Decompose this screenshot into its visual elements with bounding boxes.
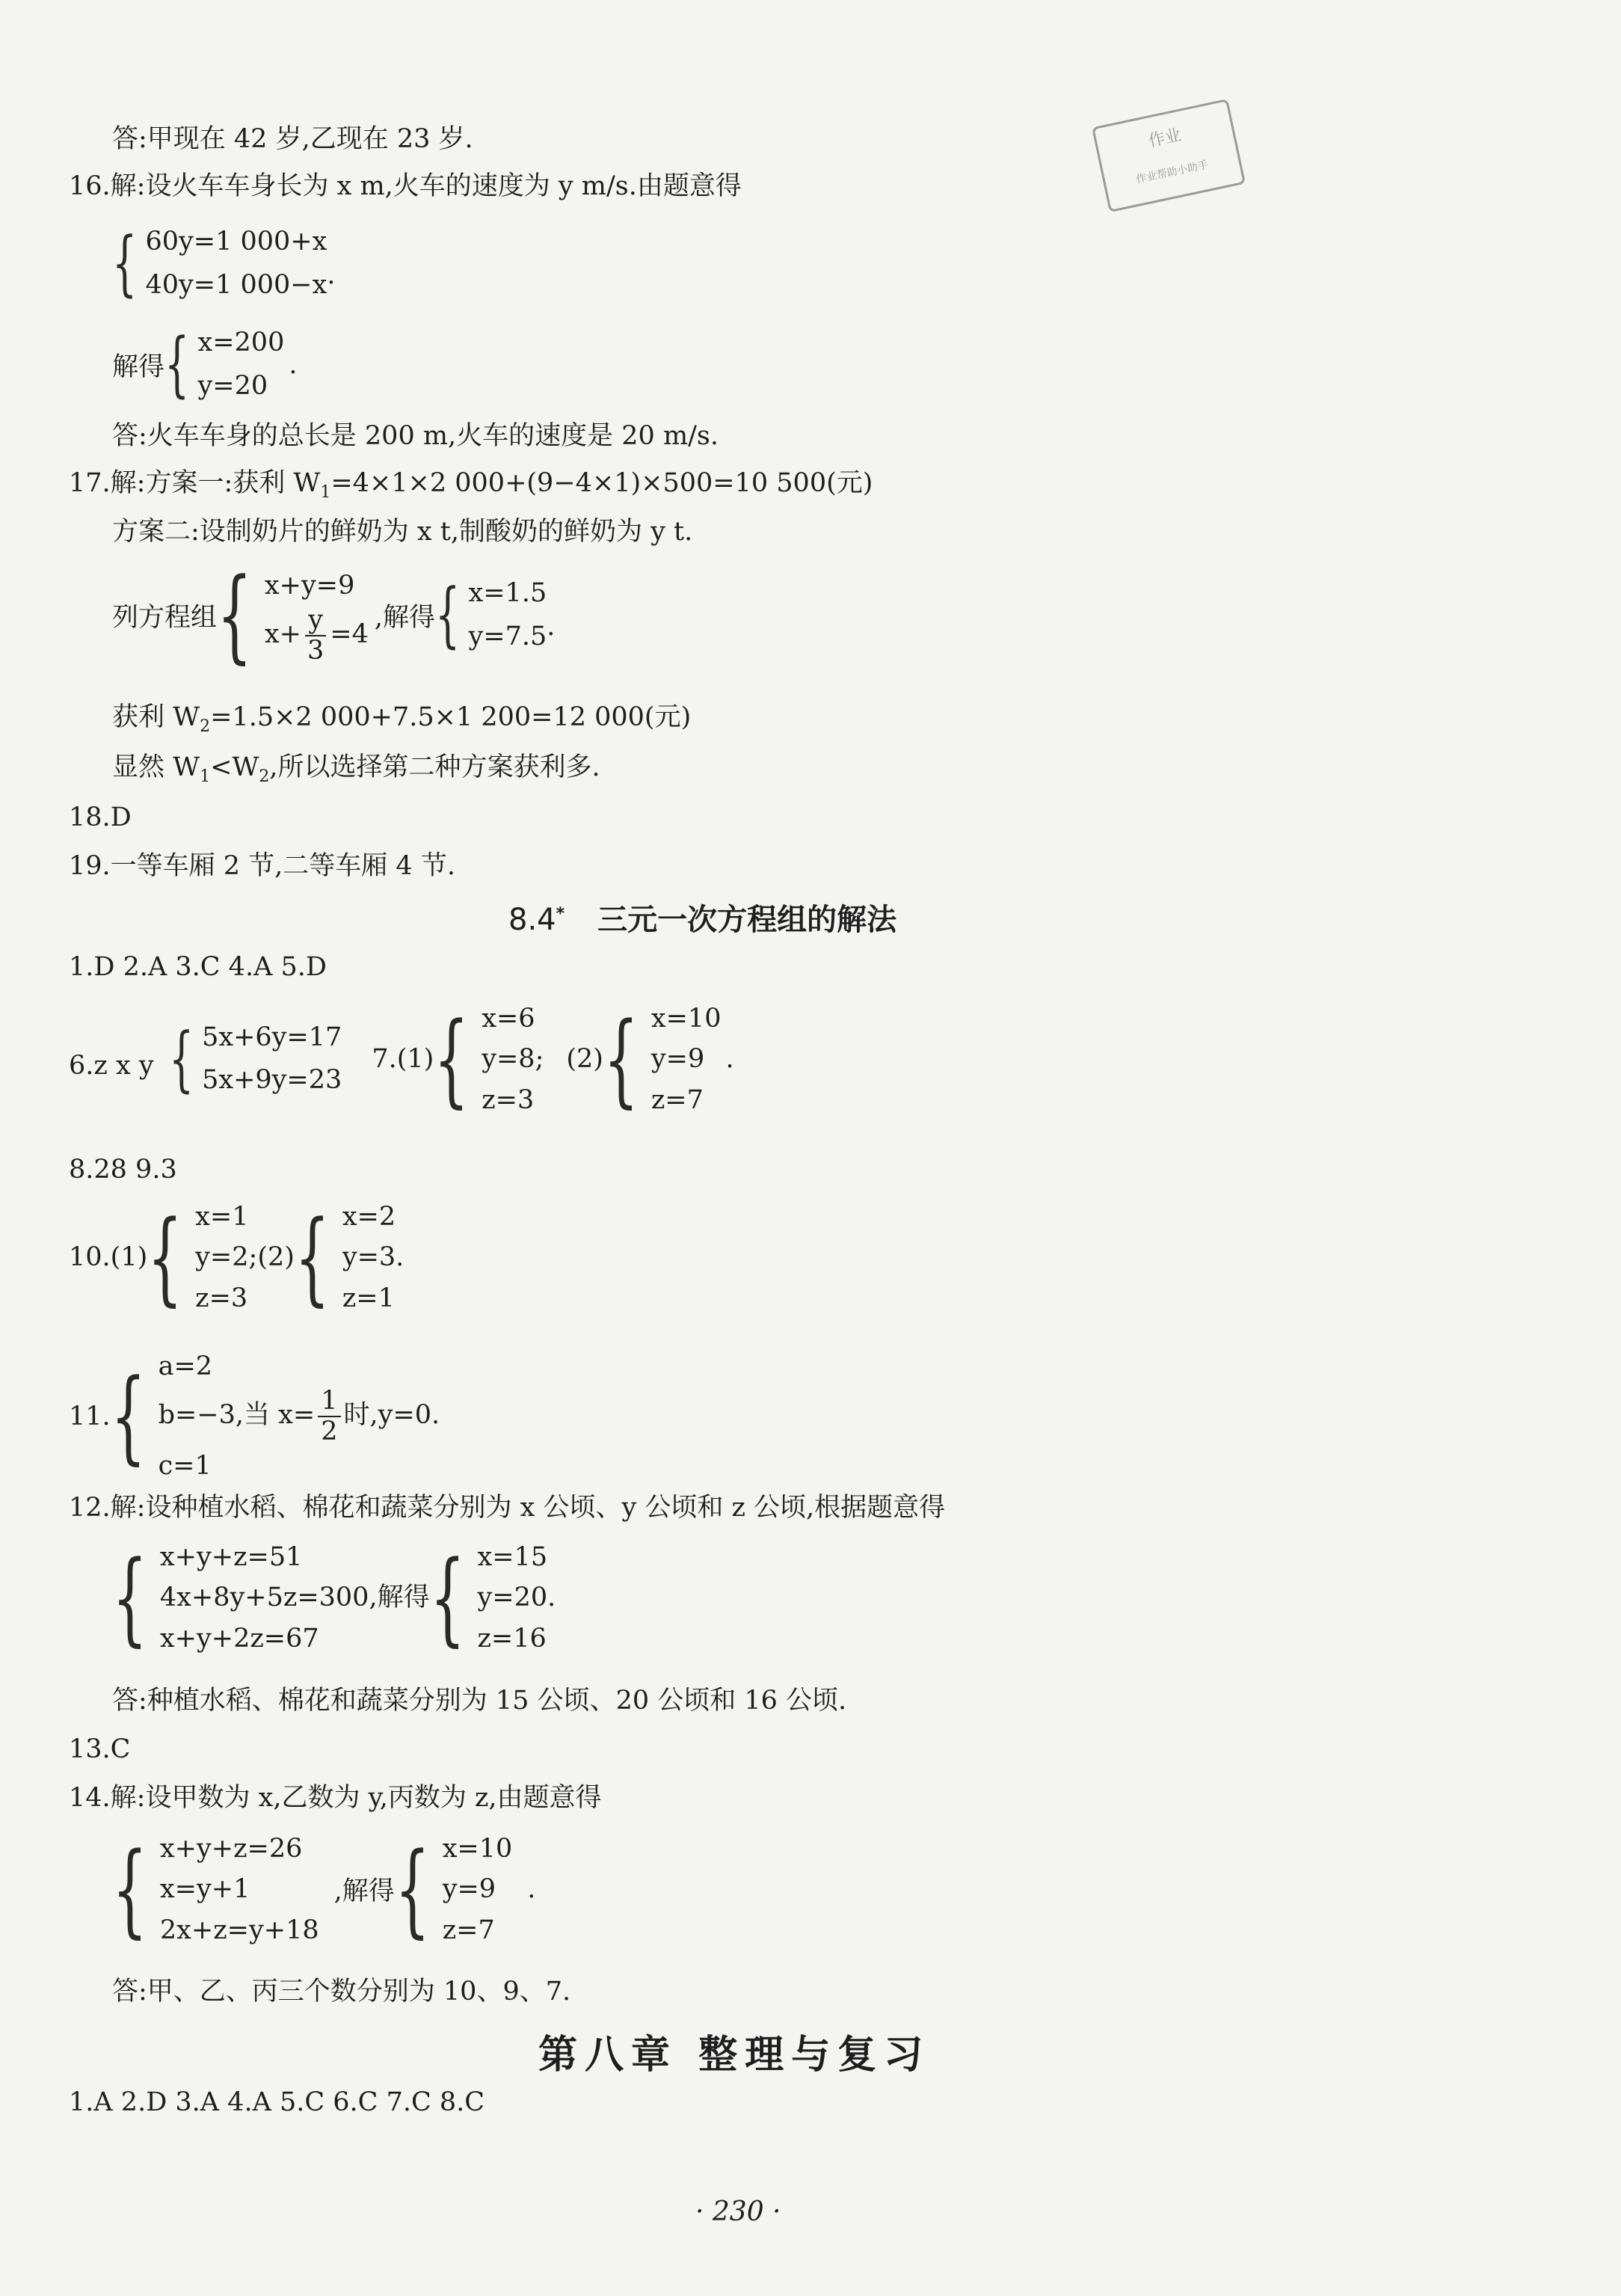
equation: 5x+6y=17 (202, 1022, 342, 1052)
answers-6-7 (69, 998, 734, 1120)
equation: x+y=9 (264, 570, 355, 601)
solution-16 (112, 322, 297, 408)
left-brace: { (603, 1000, 639, 1118)
denominator: 2 (321, 1416, 338, 1446)
text: x+ (264, 619, 301, 650)
answer-10-part-two: (2) (257, 1242, 295, 1273)
equation (265, 606, 369, 665)
punctuation: . (527, 1874, 536, 1905)
left-brace: { (429, 1538, 465, 1657)
punctuation: . (725, 1044, 734, 1075)
subscript: 2 (259, 767, 270, 786)
equation: x+y+2z=67 (159, 1623, 319, 1654)
punctuation: . (547, 611, 556, 642)
answer-6-text: 6.z x y (69, 1051, 154, 1081)
section-heading (508, 896, 896, 939)
equation: z=7 (650, 1084, 704, 1115)
equation: x=10 (442, 1834, 513, 1864)
text: =1.5×2 000+7.5×1 200=12 000(元) (210, 702, 692, 732)
left-brace: { (147, 1198, 183, 1316)
chapter-heading: 第八章 整理与复习 (538, 2032, 931, 2078)
equation-system-14 (112, 1829, 535, 1950)
equation-system-12 (112, 1537, 556, 1659)
left-brace: { (434, 1000, 470, 1118)
equation: y=3. (342, 1242, 405, 1273)
answer-11 (69, 1346, 440, 1487)
answer-7-part-two: (2) (566, 1044, 603, 1075)
left-brace: { (394, 1830, 431, 1948)
equation: a=2 (158, 1351, 213, 1381)
left-brace: { (112, 1538, 148, 1657)
answer-19: 19.一等车厢 2 节,二等车厢 4 节. (69, 851, 455, 881)
problem-17-heading (69, 467, 873, 503)
text: 显然 W (112, 752, 200, 782)
left-brace: { (217, 556, 253, 674)
left-brace: { (435, 574, 461, 656)
equation: x=2 (342, 1202, 396, 1232)
equation: 4x+8y+5z=300,解得 (159, 1583, 430, 1613)
text: =4×1×2 000+(9−4×1)×500=10 500(元) (330, 468, 873, 498)
fraction (304, 606, 327, 665)
left-brace: { (110, 1357, 146, 1476)
subscript: 2 (200, 717, 211, 736)
stamp-logo-text: 作业 (1146, 126, 1184, 151)
answers-1-5: 1.D 2.A 3.C 4.A 5.D (69, 952, 327, 982)
text: 17.解:方案一:获利 W (69, 468, 321, 498)
answer-12-text: 答:种植水稻、棉花和蔬菜分别为 15 公顷、20 公顷和 16 公顷. (112, 1686, 847, 1716)
equation: y=7.5 (468, 621, 547, 651)
answer-14-text: 答:甲、乙、丙三个数分别为 10、9、7. (112, 1977, 571, 2007)
watermark-stamp (1092, 99, 1246, 212)
equation: 60y=1 000+x (145, 227, 327, 257)
solve-label: ,解得 (333, 1876, 395, 1907)
text: b=−3,当 x= (158, 1400, 316, 1431)
equation: x=15 (477, 1542, 548, 1572)
equation: x=y+1 (159, 1874, 250, 1905)
equation: c=1 (158, 1451, 212, 1482)
equation: z=1 (342, 1283, 395, 1313)
section-star: * (556, 904, 565, 924)
answer-11-text: 11. (69, 1401, 111, 1431)
equation: x=1.5 (468, 577, 547, 608)
problem-16-heading: 16.解:设火车车身长为 x m,火车的速度为 y m/s.由题意得 (69, 171, 742, 201)
text: <W (210, 752, 259, 782)
equation: y=9 (442, 1874, 496, 1905)
left-brace: { (294, 1198, 330, 1316)
text: 获利 W (112, 702, 200, 732)
subscript: 1 (320, 483, 331, 502)
problem-12-heading: 12.解:设种植水稻、棉花和蔬菜分别为 x 公顷、y 公顷和 z 公顷,根据题意得 (69, 1493, 946, 1523)
section-title: 三元一次方程组的解法 (597, 903, 897, 937)
equation: x=6 (482, 1004, 535, 1034)
equation: x=200 (197, 328, 285, 357)
problem-17-plan-two: 方案二:设制奶片的鲜奶为 x t,制酸奶的鲜奶为 y t. (112, 517, 693, 547)
chapter-review-answers: 1.A 2.D 3.A 4.A 5.C 6.C 7.C 8.C (69, 2087, 485, 2117)
equation: 40y=1 000−x (145, 269, 327, 300)
numerator: y (305, 606, 326, 636)
answers-8-9: 8.28 9.3 (69, 1155, 177, 1185)
page-number: · 230 · (695, 2197, 781, 2227)
equation: x=1 (195, 1202, 249, 1232)
equation: y=2; (195, 1242, 258, 1273)
equation: x+y+z=51 (159, 1542, 303, 1572)
denominator: 3 (307, 635, 324, 666)
text: 时,y=0. (343, 1400, 440, 1431)
problem-17-conclusion (112, 752, 600, 787)
equation: y=20 (197, 370, 268, 401)
answer-13: 13.C (69, 1734, 131, 1764)
left-brace: { (112, 222, 138, 305)
left-brace: { (164, 323, 190, 406)
text: =4 (330, 619, 369, 650)
solve-label: 解得 (112, 352, 165, 382)
problem-14-heading: 14.解:设甲数为 x,乙数为 y,丙数为 z,由题意得 (69, 1783, 602, 1813)
solve-label: ,解得 (374, 602, 436, 633)
equation: z=7 (442, 1915, 495, 1945)
equation: 2x+z=y+18 (159, 1915, 319, 1945)
equation: z=3 (195, 1283, 248, 1313)
subscript: 1 (200, 767, 211, 786)
answer-7-text: 7.(1) (372, 1044, 434, 1075)
equation: x+y+z=26 (159, 1834, 303, 1864)
answer-18: 18.D (69, 802, 132, 832)
text: ,所以选择第二种方案获利多. (269, 752, 600, 782)
system-label: 列方程组 (112, 602, 218, 633)
fraction (318, 1387, 340, 1446)
answer-10-text: 10.(1) (69, 1242, 148, 1273)
equation-system-16 (112, 221, 336, 307)
left-brace: { (168, 1017, 194, 1100)
section-number: 8.4 (508, 903, 556, 937)
equation: 5x+9y=23 (202, 1065, 342, 1096)
equation-system-17 (112, 556, 556, 674)
equation: y=8; (482, 1044, 544, 1075)
answer-16-text: 答:火车车身的总长是 200 m,火车的速度是 20 m/s. (112, 421, 719, 451)
punctuation: . (327, 260, 336, 290)
equation: z=3 (482, 1084, 535, 1115)
answer-15-text: 答:甲现在 42 岁,乙现在 23 岁. (112, 124, 473, 154)
problem-17-profit-two (112, 702, 691, 737)
equation: z=16 (477, 1623, 547, 1654)
stamp-tagline: 作业帮助小助手 (1135, 159, 1210, 186)
equation: x=10 (650, 1004, 722, 1034)
equation: y=20. (477, 1583, 556, 1613)
equation (159, 1387, 440, 1446)
numerator: 1 (318, 1387, 340, 1417)
answer-10 (69, 1197, 404, 1319)
equation: y=9 (650, 1044, 705, 1075)
left-brace: { (112, 1830, 148, 1948)
punctuation: . (289, 349, 298, 380)
